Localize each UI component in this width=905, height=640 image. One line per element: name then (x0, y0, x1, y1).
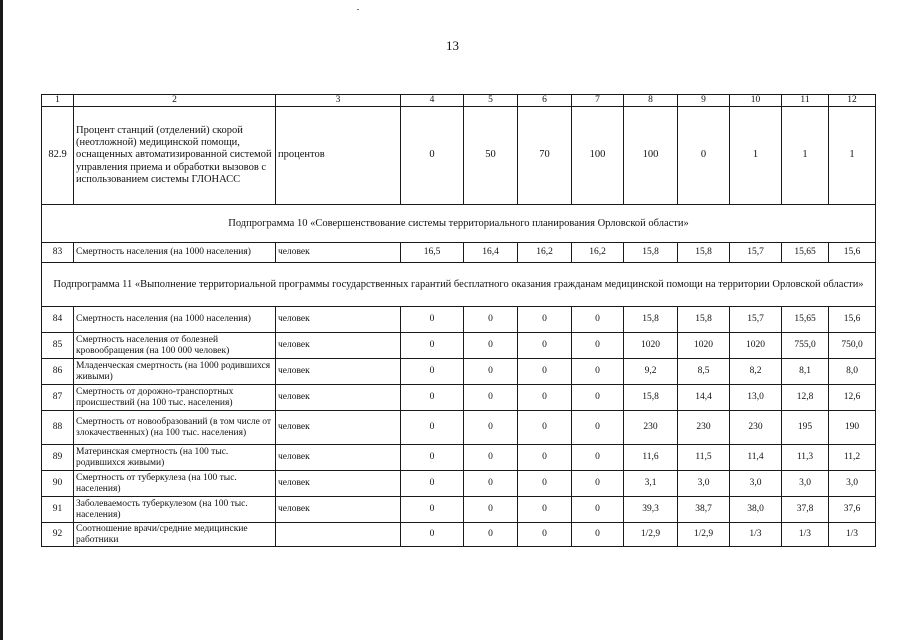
indicator-name: Процент станций (отделений) скорой (неотложной) медицинской помощи, оснащенных автоматизированной системой управления приема и обработки вызовов с использованием системы ГЛОНАСС (74, 107, 276, 205)
subprogram-row (42, 205, 876, 243)
value-cell: 11,5 (678, 445, 730, 471)
unit-cell: процентов (276, 107, 401, 205)
value-cell: 100 (572, 107, 624, 205)
value-cell: 0 (572, 445, 624, 471)
indicator-name: Смертность от туберкулеза (на 100 тыс. населения) (74, 471, 276, 497)
value-cell: 12,8 (782, 385, 829, 411)
value-cell: 0 (464, 471, 518, 497)
value-cell: 12,6 (829, 385, 876, 411)
value-cell: 190 (829, 411, 876, 445)
value-cell: 9,2 (624, 359, 678, 385)
indicator-name: Заболеваемость туберкулезом (на 100 тыс. населения) (74, 497, 276, 523)
value-cell: 3,0 (829, 471, 876, 497)
value-cell: 11,3 (782, 445, 829, 471)
value-cell: 15,6 (829, 307, 876, 333)
value-cell: 16,4 (464, 243, 518, 263)
unit-cell: человек (276, 307, 401, 333)
row-number: 89 (42, 445, 74, 471)
value-cell: 8,2 (730, 359, 782, 385)
unit-cell: человек (276, 471, 401, 497)
indicator-name: Младенческая смертность (на 1000 родившихся живыми) (74, 359, 276, 385)
value-cell: 0 (518, 333, 572, 359)
column-header: 8 (624, 95, 678, 107)
value-cell: 0 (518, 445, 572, 471)
value-cell: 1020 (624, 333, 678, 359)
value-cell: 1 (829, 107, 876, 205)
row-number: 83 (42, 243, 74, 263)
column-header: 2 (74, 95, 276, 107)
table-row (42, 107, 876, 205)
column-header: 6 (518, 95, 572, 107)
indicators-table (41, 94, 876, 547)
column-header: 1 (42, 95, 74, 107)
value-cell: 50 (464, 107, 518, 205)
row-number: 84 (42, 307, 74, 333)
value-cell: 11,6 (624, 445, 678, 471)
value-cell: 0 (464, 307, 518, 333)
value-cell: 15,8 (624, 307, 678, 333)
value-cell: 13,0 (730, 385, 782, 411)
value-cell: 0 (572, 497, 624, 523)
row-number: 87 (42, 385, 74, 411)
page-edge (0, 0, 3, 640)
subprogram-row (42, 263, 876, 307)
value-cell: 1020 (678, 333, 730, 359)
value-cell: 0 (464, 497, 518, 523)
value-cell: 3,1 (624, 471, 678, 497)
indicator-name: Смертность от новообразований (в том числе от злокачественных) (на 100 тыс. населения) (74, 411, 276, 445)
value-cell: 3,0 (782, 471, 829, 497)
value-cell: 230 (730, 411, 782, 445)
value-cell: 0 (518, 385, 572, 411)
table-row (42, 333, 876, 359)
value-cell: 0 (401, 107, 464, 205)
table-row (42, 385, 876, 411)
value-cell: 0 (401, 385, 464, 411)
value-cell: 1 (782, 107, 829, 205)
row-number: 86 (42, 359, 74, 385)
value-cell: 15,65 (782, 307, 829, 333)
value-cell: 38,7 (678, 497, 730, 523)
value-cell: 0 (464, 385, 518, 411)
value-cell: 15,65 (782, 243, 829, 263)
value-cell: 8,0 (829, 359, 876, 385)
column-header: 10 (730, 95, 782, 107)
unit-cell: человек (276, 385, 401, 411)
value-cell: 0 (572, 385, 624, 411)
unit-cell: человек (276, 411, 401, 445)
column-header: 3 (276, 95, 401, 107)
value-cell: 750,0 (829, 333, 876, 359)
value-cell: 0 (518, 307, 572, 333)
column-header: 11 (782, 95, 829, 107)
unit-cell (276, 523, 401, 547)
value-cell: 1 (730, 107, 782, 205)
column-header: 4 (401, 95, 464, 107)
value-cell: 0 (401, 359, 464, 385)
value-cell: 11,2 (829, 445, 876, 471)
value-cell: 16,5 (401, 243, 464, 263)
value-cell: 230 (678, 411, 730, 445)
value-cell: 11,4 (730, 445, 782, 471)
value-cell: 39,3 (624, 497, 678, 523)
row-number: 88 (42, 411, 74, 445)
indicator-name: Смертность от дорожно-транспортных происшествий (на 100 тыс. населения) (74, 385, 276, 411)
value-cell: 1020 (730, 333, 782, 359)
column-header: 12 (829, 95, 876, 107)
value-cell: 16,2 (518, 243, 572, 263)
indicator-name: Смертность населения (на 1000 населения) (74, 243, 276, 263)
column-header: 5 (464, 95, 518, 107)
value-cell: 0 (401, 497, 464, 523)
subprogram-title: Подпрограмма 11 «Выполнение территориальной программы государственных гарантий бесплатного оказания гражданам медицинской помощи на территории Орловской области» (42, 263, 876, 307)
value-cell: 0 (401, 523, 464, 547)
unit-cell: человек (276, 359, 401, 385)
value-cell: 230 (624, 411, 678, 445)
unit-cell: человек (276, 333, 401, 359)
value-cell: 0 (572, 359, 624, 385)
value-cell: 0 (401, 333, 464, 359)
table-row (42, 445, 876, 471)
value-cell: 15,8 (678, 307, 730, 333)
value-cell: 15,8 (624, 243, 678, 263)
value-cell: 0 (572, 307, 624, 333)
value-cell: 0 (401, 411, 464, 445)
value-cell: 0 (464, 359, 518, 385)
table-header-row (42, 95, 876, 107)
page-number: 13 (446, 38, 459, 53)
table-row (42, 471, 876, 497)
value-cell: 0 (572, 411, 624, 445)
value-cell: 0 (401, 307, 464, 333)
column-header: 9 (678, 95, 730, 107)
value-cell: 0 (678, 107, 730, 205)
table-row (42, 497, 876, 523)
value-cell: 0 (572, 471, 624, 497)
value-cell: 0 (518, 359, 572, 385)
value-cell: 3,0 (730, 471, 782, 497)
value-cell: 1/3 (782, 523, 829, 547)
indicator-name: Смертность населения от болезней кровообращения (на 100 000 человек) (74, 333, 276, 359)
value-cell: 0 (518, 411, 572, 445)
value-cell: 0 (518, 471, 572, 497)
value-cell: 1/3 (829, 523, 876, 547)
value-cell: 15,8 (678, 243, 730, 263)
indicator-name: Соотношение врачи/средние медицинские работники (74, 523, 276, 547)
scan-speck (357, 9, 359, 10)
value-cell: 38,0 (730, 497, 782, 523)
value-cell: 1/2,9 (678, 523, 730, 547)
value-cell: 0 (518, 497, 572, 523)
table-row (42, 359, 876, 385)
value-cell: 1/2,9 (624, 523, 678, 547)
value-cell: 15,6 (829, 243, 876, 263)
row-number: 91 (42, 497, 74, 523)
value-cell: 15,7 (730, 307, 782, 333)
unit-cell: человек (276, 243, 401, 263)
column-header: 7 (572, 95, 624, 107)
value-cell: 0 (464, 523, 518, 547)
table-row (42, 411, 876, 445)
value-cell: 0 (572, 523, 624, 547)
value-cell: 1/3 (730, 523, 782, 547)
indicator-name: Материнская смертность (на 100 тыс. родившихся живыми) (74, 445, 276, 471)
value-cell: 70 (518, 107, 572, 205)
value-cell: 14,4 (678, 385, 730, 411)
value-cell: 15,7 (730, 243, 782, 263)
indicator-name: Смертность населения (на 1000 населения) (74, 307, 276, 333)
value-cell: 37,8 (782, 497, 829, 523)
row-number: 90 (42, 471, 74, 497)
subprogram-title: Подпрограмма 10 «Совершенствование системы территориального планирования Орловской области» (42, 205, 876, 243)
value-cell: 0 (572, 333, 624, 359)
value-cell: 100 (624, 107, 678, 205)
value-cell: 195 (782, 411, 829, 445)
row-number: 92 (42, 523, 74, 547)
row-number: 82.9 (42, 107, 74, 205)
value-cell: 3,0 (678, 471, 730, 497)
table-row (42, 307, 876, 333)
value-cell: 0 (464, 333, 518, 359)
value-cell: 755,0 (782, 333, 829, 359)
value-cell: 0 (401, 471, 464, 497)
value-cell: 0 (518, 523, 572, 547)
unit-cell: человек (276, 497, 401, 523)
value-cell: 0 (464, 445, 518, 471)
table-row (42, 523, 876, 547)
unit-cell: человек (276, 445, 401, 471)
table-row (42, 243, 876, 263)
row-number: 85 (42, 333, 74, 359)
value-cell: 0 (401, 445, 464, 471)
value-cell: 8,1 (782, 359, 829, 385)
value-cell: 15,8 (624, 385, 678, 411)
value-cell: 16,2 (572, 243, 624, 263)
value-cell: 8,5 (678, 359, 730, 385)
value-cell: 37,6 (829, 497, 876, 523)
value-cell: 0 (464, 411, 518, 445)
